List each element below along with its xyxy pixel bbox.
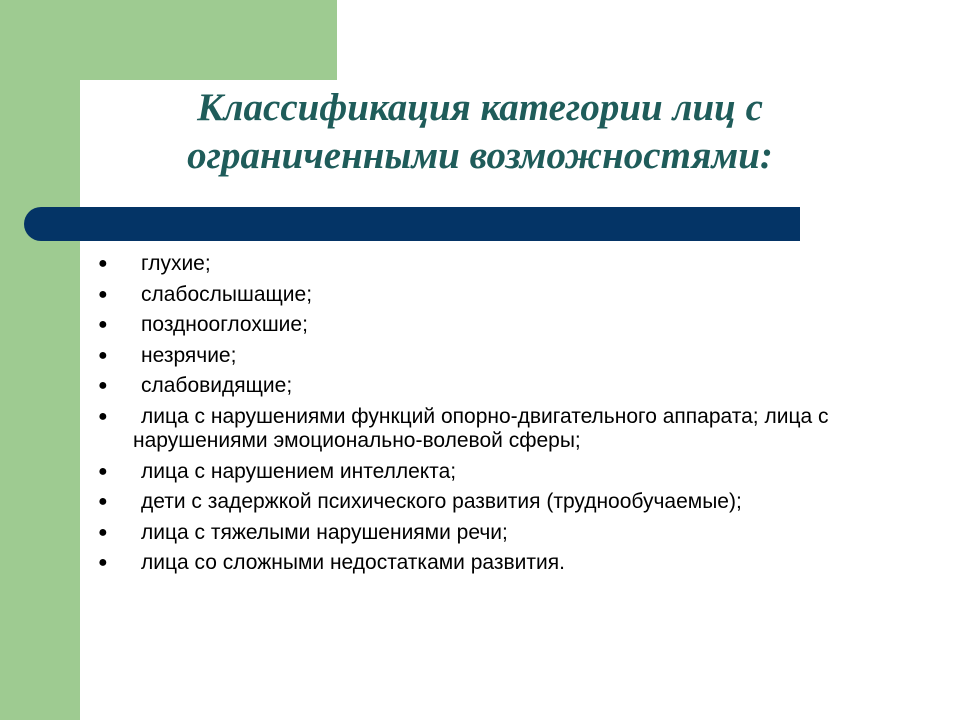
slide-title-line-1: Классификация категории лиц с [197,86,763,129]
list-item [96,490,836,515]
bullet-icon: ● [98,462,108,480]
decorative-green-sidebar [0,0,80,720]
list-item-text: глухие; [141,252,211,275]
decorative-divider-bar [24,207,800,241]
list-item-text: лица с тяжелыми нарушениями речи; [141,520,508,544]
bullet-icon: ● [98,554,108,571]
bullet-icon: ● [98,346,108,364]
list-item [96,374,836,399]
list-item-text: слабовидящие; [141,374,293,397]
bullet-icon: ● [98,493,108,510]
bullet-icon: ● [98,285,108,303]
list-item [96,405,836,454]
list-item [96,252,836,277]
list-item [96,551,836,576]
list-item-text: лица со сложными недостатками развития. [141,551,565,574]
decorative-green-top-band [0,0,337,80]
bullet-icon: ● [98,316,108,333]
list-item-text: незрячие; [141,343,237,367]
list-item [96,521,836,546]
bullet-icon: ● [98,407,108,425]
list-item-text: слабослышащие; [141,282,313,306]
list-item [96,283,836,308]
list-item [96,460,836,485]
list-item-text: лица с нарушениями функций опорно-двигательного аппарата; лица с нарушениями эмоционально-волевой сферы; [133,404,829,452]
list-item [96,313,836,338]
list-item-text: дети с задержкой психического развития (труднообучаемые); [141,490,742,513]
slide-title-line-2: ограниченными возможностями: [187,134,773,177]
bullet-icon: ● [98,523,108,541]
list-item-text: позднооглохшие; [141,313,308,336]
list-item-text: лица с нарушением интеллекта; [141,459,457,483]
bullet-icon: ● [98,255,108,272]
slide-title [130,84,830,180]
bullet-icon: ● [98,377,108,394]
category-list [96,252,836,582]
list-item [96,344,836,369]
